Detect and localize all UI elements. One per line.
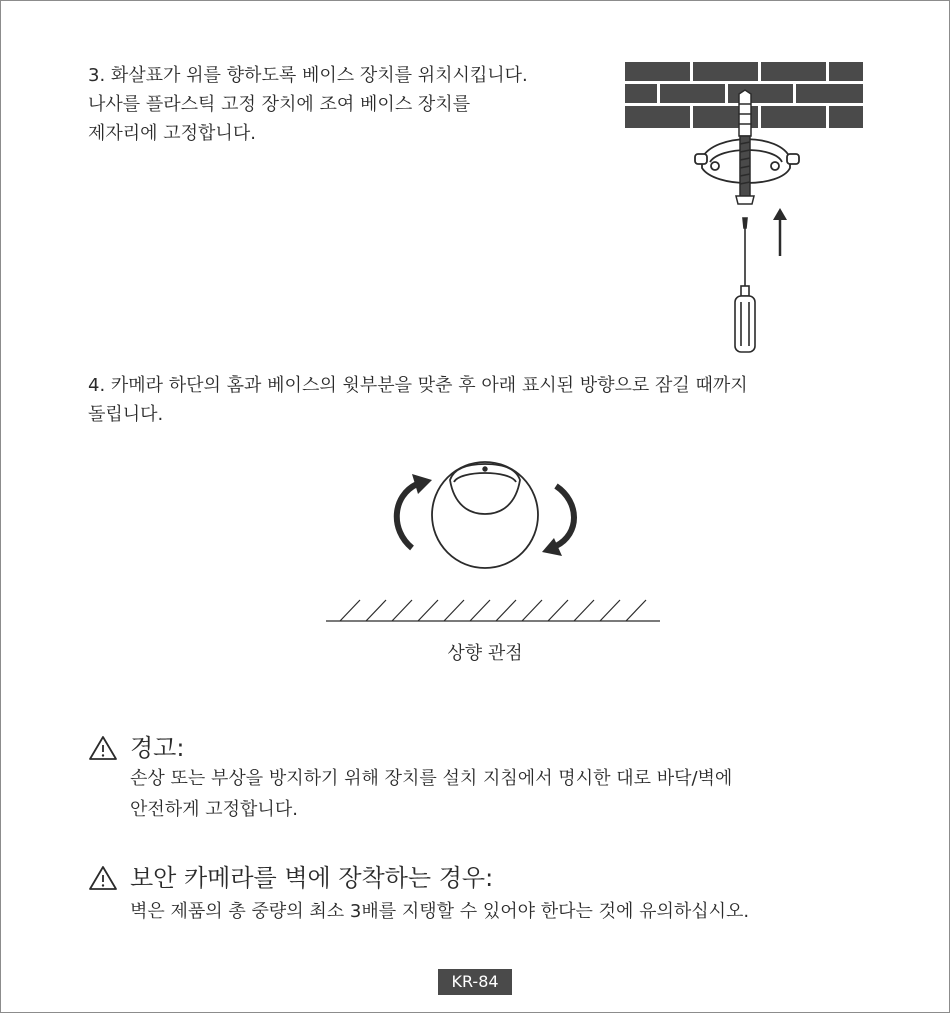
mounting-illustration [620,58,870,358]
rotate-arrow-left-icon [397,474,432,548]
rotation-illustration [320,460,670,640]
rotate-arrow-right-icon [542,486,574,556]
warning-title: 보안 카메라를 벽에 장착하는 경우: [130,864,494,892]
step-3-text: 3. 화살표가 위를 향하도록 베이스 장치를 위치시킵니다. 나사를 플라스틱 고정 장치에 조여 베이스 장치를 제자리에 고정합니다. [88,65,528,144]
warning-heading [88,862,493,894]
up-arrow-icon [773,208,787,256]
page-number-badge: KR-84 [438,969,512,995]
warning-body: 손상 또는 부상을 방지하기 위해 장치를 설치 지침에서 명시한 대로 바닥/벽에 안전하게 고정합니다. [130,768,733,820]
warning-triangle-icon [88,735,118,761]
step-4-text: 4. 카메라 하단의 홈과 베이스의 윗부분을 맞춘 후 아래 표시된 방향으로 잠길 때까지 돌립니다. [88,375,748,425]
warning-title: 경고: [130,734,185,762]
warning-body: 벽은 제품의 총 중량의 최소 3배를 지탱할 수 있어야 한다는 것에 유의하십시오. [130,901,750,922]
warning-heading [88,732,184,764]
warning-triangle-icon [88,865,118,891]
figure-caption: 상향 관점 [447,643,523,664]
wall-anchor [739,90,751,136]
camera-base [432,462,538,568]
screwdriver [735,218,755,352]
ground-surface [326,600,660,621]
